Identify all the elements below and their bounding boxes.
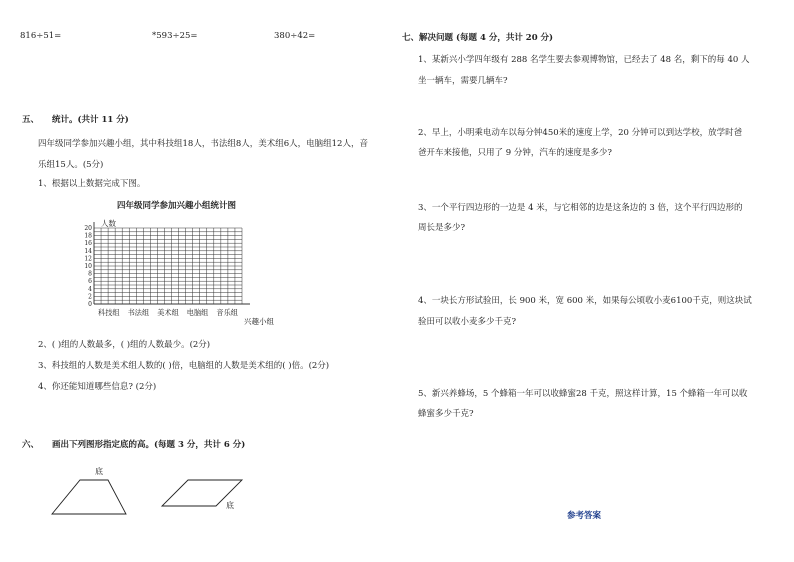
chart-xlabel: 兴趣小组 [244, 317, 274, 326]
y-tick-label: 10 [84, 263, 92, 270]
chart-ylabel: 人数 [101, 219, 116, 228]
calc-item: 380÷42= [274, 31, 316, 41]
y-tick-label: 14 [84, 247, 92, 255]
section5-q2: 2、( )组的人数最多，( )组的人数最少。(2分) [38, 340, 211, 350]
problem-3-line2: 周长是多少? [418, 223, 466, 233]
section6-title: 画出下列图形指定底的高。(每题 3 分，共计 6 分) [52, 440, 246, 450]
y-tick-label: 6 [88, 278, 92, 286]
section5-q1: 1、根据以上数据完成下图。 [38, 179, 146, 189]
problem-1-line1: 1、某新兴小学四年级有 288 名学生要去参观博物馆，已经去了 48 名，剩下的每 40 人 [418, 55, 750, 65]
y-tick-label: 16 [84, 240, 92, 248]
y-tick-label: 18 [84, 232, 92, 240]
section5-q3: 3、科技组的人数是美术组人数的( )倍，电脑组的人数是美术组的( )倍。(2分) [38, 361, 330, 371]
y-tick-label: 12 [84, 255, 92, 263]
y-tick-label: 20 [84, 225, 92, 232]
x-category-label: 电脑组 [186, 308, 209, 317]
trapezoid-shape [52, 480, 126, 514]
problem-1-line2: 坐一辆车，需要几辆车? [418, 76, 508, 86]
y-tick-label: 8 [88, 270, 92, 278]
chart-grid [94, 222, 250, 304]
y-tick-label: 4 [88, 285, 92, 293]
x-category-label: 书法组 [127, 308, 150, 317]
section6-number: 六、 [22, 440, 40, 450]
trapezoid-base-label: 底 [95, 467, 103, 476]
problem-2-line1: 2、早上，小明乘电动车以每分钟450米的速度上学，20 分钟可以到达学校，放学时爸 [418, 128, 743, 138]
problem-2-line2: 爸开车来接他，只用了 9 分钟，汽车的速度是多少? [418, 148, 612, 158]
section5-title: 统计。(共计 11 分) [52, 115, 129, 125]
chart-x-ticks [98, 308, 238, 317]
x-category-label: 美术组 [157, 308, 179, 317]
x-category-label: 科技组 [98, 308, 120, 317]
bar-chart [78, 212, 378, 332]
problem-4-line2: 验田可以收小麦多少千克? [418, 317, 517, 327]
section5-intro-line1: 四年级同学参加兴趣小组，其中科技组18人，书法组8人，美术组6人，电脑组12人，音 [38, 139, 368, 149]
y-tick-label: 0 [88, 301, 92, 308]
calc-item: *593÷25= [152, 31, 198, 41]
problem-5-line1: 5、新兴养蜂场，5 个蜂箱一年可以收蜂蜜28 千克，照这样计算，15 个蜂箱一年可以收 [418, 389, 748, 399]
parallelogram-base-label: 底 [226, 501, 234, 510]
chart-y-ticks [84, 225, 92, 308]
section5-number: 五、 [22, 115, 40, 125]
y-tick-label: 2 [88, 293, 92, 301]
shapes-figure [40, 462, 280, 532]
chart-title: 四年级同学参加兴趣小组统计图 [117, 201, 237, 211]
problem-5-line2: 蜂蜜多少千克? [418, 409, 474, 419]
x-category-label: 音乐组 [216, 308, 238, 317]
problem-3-line1: 3、一个平行四边形的一边是 4 米，与它相邻的边是这条边的 3 倍，这个平行四边形的 [418, 203, 743, 213]
section7-title: 七、解决问题 (每题 4 分，共计 20 分) [402, 33, 554, 43]
section5-q4: 4、你还能知道哪些信息? (2分) [38, 382, 157, 392]
answer-key-link[interactable]: 参考答案 [567, 511, 602, 521]
calc-item: 816÷51= [20, 31, 62, 41]
problem-4-line1: 4、一块长方形试验田，长 900 米，宽 600 米，如果每公顷收小麦6100千克，则这块试 [418, 296, 752, 306]
section5-intro-line2: 乐组15人。(5分) [38, 160, 104, 170]
